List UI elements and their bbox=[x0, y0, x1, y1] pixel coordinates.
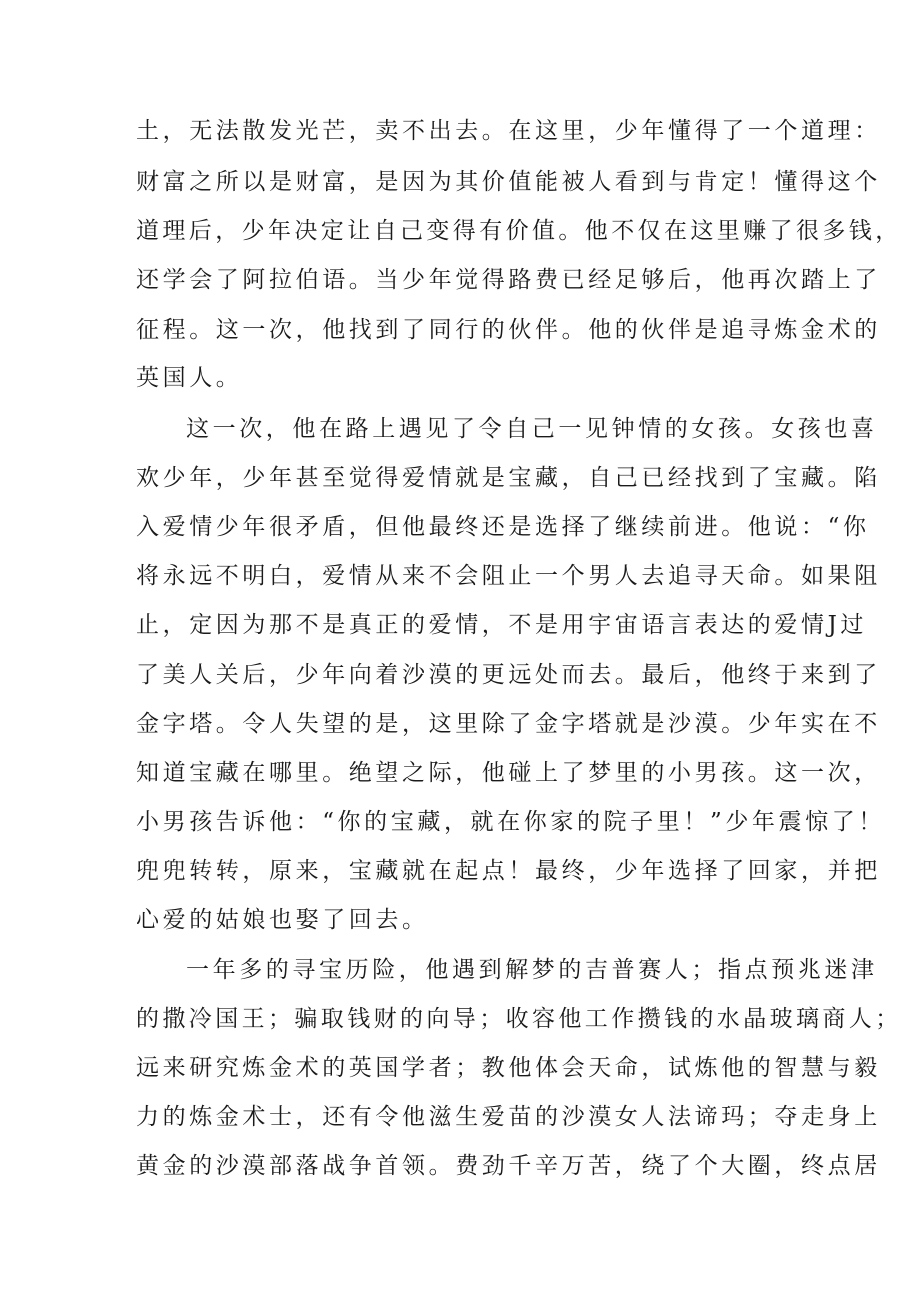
text-line: 英国人。 bbox=[136, 365, 243, 391]
text-line: 止，定因为那不是真正的爱情，不是用宇宙语言表达的爱情J过 bbox=[136, 612, 868, 638]
text-line: 了美人关后，少年向着沙漠的更远处而去。最后，他终于来到了 bbox=[136, 662, 881, 688]
text-line: 远来研究炼金术的英国学者；教他体会天命，试炼他的智慧与毅 bbox=[136, 1055, 881, 1081]
text-line: 还学会了阿拉伯语。当少年觉得路费已经足够后，他再次踏上了 bbox=[136, 267, 881, 293]
text-line: 土，无法散发光芒，卖不出去。在这里，少年懂得了一个道理： bbox=[136, 118, 881, 144]
text-line: 金字塔。令人失望的是，这里除了金字塔就是沙漠。少年实在不 bbox=[136, 711, 881, 737]
text-line: 入爱情少年很矛盾，但他最终还是选择了继续前进。他说：“你 bbox=[136, 514, 870, 540]
text-line: 力的炼金术士，还有令他滋生爱苗的沙漠女人法谛玛；夺走身上 bbox=[136, 1104, 881, 1130]
text-line: 兜兜转转，原来，宝藏就在起点！最终，少年选择了回家，并把 bbox=[136, 858, 881, 884]
text-line: 将永远不明白，爱情从来不会阻止一个男人去追寻天命。如果阻 bbox=[136, 563, 881, 589]
text-line: 心爱的姑娘也娶了回去。 bbox=[136, 907, 429, 933]
text-line: 这一次，他在路上遇见了令自己一见钟情的女孩。女孩也喜 bbox=[186, 416, 878, 442]
text-line: 欢少年，少年甚至觉得爱情就是宝藏，自己已经找到了宝藏。陷 bbox=[136, 465, 881, 491]
text-line: 知道宝藏在哪里。绝望之际，他碰上了梦里的小男孩。这一次， bbox=[136, 760, 881, 786]
text-line: 征程。这一次，他找到了同行的伙伴。他的伙伴是追寻炼金术的 bbox=[136, 317, 881, 343]
text-line: 小男孩告诉他：“你的宝藏，就在你家的院子里！”少年震惊了！ bbox=[136, 809, 885, 835]
text-line: 道理后，少年决定让自己变得有价值。他不仅在这里赚了很多钱， bbox=[136, 218, 902, 244]
text-line: 财富之所以是财富，是因为其价值能被人看到与肯定！懂得这个 bbox=[136, 169, 881, 195]
text-line: 一年多的寻宝历险，他遇到解梦的吉普赛人；指点预兆迷津 bbox=[186, 957, 878, 983]
text-line: 黄金的沙漠部落战争首领。费劲千辛万苦，绕了个大圈，终点居 bbox=[136, 1153, 881, 1179]
text-line: 的撒冷国王；骗取钱财的向导；收容他工作攒钱的水晶玻璃商人； bbox=[136, 1006, 902, 1032]
